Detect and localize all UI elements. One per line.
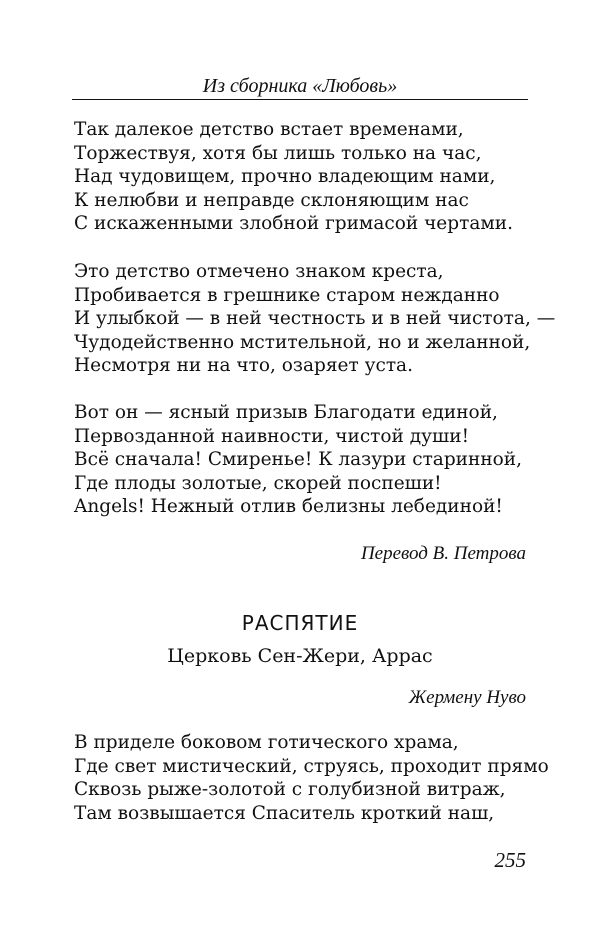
verse-line: Там возвышается Спаситель кроткий наш, [74, 802, 495, 824]
verse-line: Это детство отмечено знаком креста, [74, 261, 444, 282]
header-rule [72, 99, 528, 100]
verse-line: Пробивается в грешнике старом нежданно [74, 284, 500, 306]
verse-line: Так далекое детство встает временами, [74, 119, 464, 140]
verse-line: С искаженными злобной гримасой чертами. [74, 213, 513, 235]
verse-line: Angels! Нежный отлив белизны лебединой! [74, 496, 503, 518]
verse-line: Первозданной наивности, чистой души! [74, 425, 470, 447]
verse-line: К нелюбви и неправде склоняющим нас [74, 189, 469, 211]
verse-line: Сквозь рыже-золотой с голубизной витраж, [74, 779, 506, 801]
stanza-3 [74, 401, 534, 519]
verse-line: Где свет мистический, струясь, проходит прямо [74, 755, 549, 777]
running-header: Из сборника «Любовь» [202, 75, 398, 97]
stanza-2 [74, 260, 556, 378]
verse-line: И улыбкой — в ней честность и в ней чистота, — [74, 308, 556, 330]
verse-line: Над чудовищем, прочно владеющим нами, [74, 166, 496, 188]
verse-line: Где плоды золотые, скорей поспеши! [74, 472, 442, 494]
verse-line: Несмотря ни на что, озаряет уста. [74, 355, 413, 377]
translator-credit: Перевод В. Петрова [360, 543, 526, 564]
poem-subtitle: Церковь Сен-Жери, Аррас [167, 645, 433, 667]
dedication: Жермену Нуво [408, 687, 526, 708]
poem-title: РАСПЯТИЕ [241, 611, 359, 635]
verse-line: Торжествуя, хотя бы лишь только на час, [74, 142, 482, 164]
stanza-4 [74, 731, 549, 825]
page-number: 255 [494, 848, 526, 872]
verse-line: Всё сначала! Смиренье! К лазури старинной, [74, 449, 523, 471]
verse-line: Вот он — ясный призыв Благодати единой, [74, 402, 498, 423]
stanza-1 [74, 118, 534, 236]
verse-line: Чудодейственно мстительной, но и желанной, [74, 331, 531, 353]
verse-line: В приделе боковом готического храма, [74, 732, 459, 753]
